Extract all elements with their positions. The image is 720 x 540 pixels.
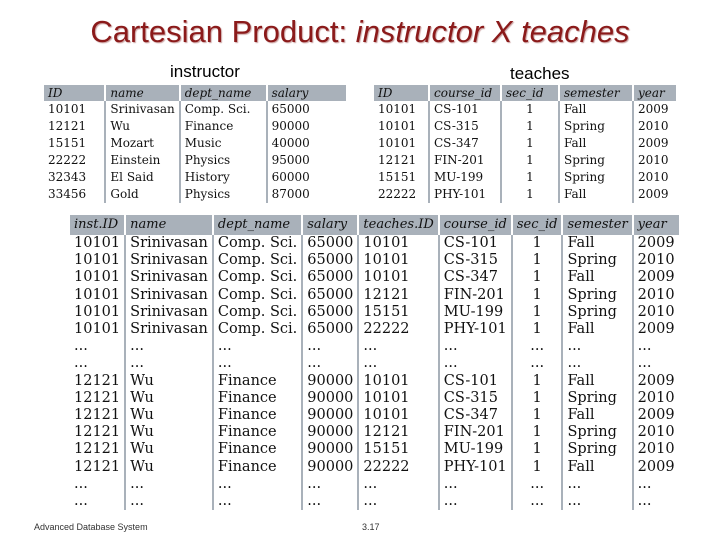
table-row bbox=[70, 269, 679, 286]
table-cell: 65000 bbox=[303, 287, 359, 304]
table-cell: ... bbox=[359, 476, 439, 493]
table-cell: Srinivasan bbox=[126, 304, 214, 321]
table-cell: 22222 bbox=[359, 459, 439, 476]
table-cell: 1 bbox=[513, 287, 564, 304]
table-cell: 10101 bbox=[374, 135, 430, 152]
table-cell: 10101 bbox=[70, 269, 126, 286]
table-cell: Spring bbox=[563, 252, 633, 269]
table-cell: 2009 bbox=[637, 372, 675, 389]
table-cell: ... bbox=[513, 476, 564, 493]
table-cell: 10101 bbox=[359, 390, 439, 407]
table-cell: MU-199 bbox=[440, 441, 513, 458]
teaches-caption: teaches bbox=[510, 64, 570, 83]
table-cell: 12121 bbox=[359, 424, 439, 441]
table-cell: El Said bbox=[106, 169, 180, 186]
table-cell: Comp. Sci. bbox=[214, 321, 303, 338]
table-cell: 10101 bbox=[359, 269, 439, 286]
table-cell: ... bbox=[214, 355, 303, 372]
table-row bbox=[44, 169, 346, 186]
table-cell: 10101 bbox=[374, 101, 430, 118]
table-cell: Physics bbox=[181, 186, 268, 203]
table-row bbox=[44, 135, 346, 152]
column-header: inst.ID bbox=[70, 215, 126, 235]
table-cell: 12121 bbox=[70, 424, 126, 441]
table-cell: Fall bbox=[563, 407, 633, 424]
table-cell: ... bbox=[563, 493, 633, 510]
column-header: name bbox=[106, 85, 180, 101]
table-cell: Wu bbox=[126, 424, 214, 441]
table-cell: PHY-101 bbox=[440, 459, 513, 476]
table-row bbox=[44, 101, 346, 118]
table-cell: 60000 bbox=[271, 170, 310, 184]
table-cell: 33456 bbox=[44, 186, 106, 203]
column-header: dept_name bbox=[181, 85, 268, 101]
table-row bbox=[70, 355, 679, 372]
table-cell: 2010 bbox=[637, 303, 675, 320]
product-table bbox=[70, 215, 679, 510]
table-cell: Comp. Sci. bbox=[214, 304, 303, 321]
table-cell: History bbox=[181, 169, 268, 186]
table-cell: 10101 bbox=[359, 235, 439, 252]
instructor-header-row bbox=[44, 85, 346, 101]
table-cell: 10101 bbox=[70, 304, 126, 321]
table-cell: 12121 bbox=[374, 152, 430, 169]
table-cell: 90000 bbox=[303, 407, 359, 424]
table-cell: Finance bbox=[214, 407, 303, 424]
instructor-table bbox=[44, 85, 346, 203]
table-cell: Fall bbox=[563, 235, 633, 252]
table-cell: CS-315 bbox=[430, 118, 502, 135]
table-cell: 1 bbox=[502, 169, 560, 186]
table-cell: Fall bbox=[563, 269, 633, 286]
table-row bbox=[70, 424, 679, 441]
table-cell: ... bbox=[303, 338, 359, 355]
table-row bbox=[70, 390, 679, 407]
table-cell: 1 bbox=[513, 441, 564, 458]
table-cell: 1 bbox=[502, 186, 560, 203]
footer-course: Advanced Database System bbox=[34, 522, 148, 532]
table-cell: 87000 bbox=[271, 187, 310, 201]
table-row bbox=[70, 321, 679, 338]
column-header: sec_id bbox=[502, 85, 560, 101]
table-cell: ... bbox=[70, 493, 126, 510]
table-cell: 90000 bbox=[303, 424, 359, 441]
table-cell: Einstein bbox=[106, 152, 180, 169]
table-cell: CS-315 bbox=[440, 252, 513, 269]
table-cell: 1 bbox=[502, 118, 560, 135]
table-cell: 40000 bbox=[271, 136, 310, 150]
table-cell: ... bbox=[513, 355, 564, 372]
table-cell: Finance bbox=[214, 459, 303, 476]
table-cell: 1 bbox=[513, 424, 564, 441]
table-cell: 65000 bbox=[303, 304, 359, 321]
column-header: semester bbox=[560, 85, 634, 101]
table-cell: Finance bbox=[181, 118, 268, 135]
cartesian-product-relation bbox=[70, 212, 675, 525]
table-cell: ... bbox=[563, 338, 633, 355]
table-cell: 2009 bbox=[638, 136, 669, 150]
table-row bbox=[44, 118, 346, 135]
table-cell: 2009 bbox=[637, 269, 675, 286]
instructor-caption: instructor bbox=[170, 62, 240, 81]
column-header: ID bbox=[374, 85, 430, 101]
table-cell: 12121 bbox=[70, 459, 126, 476]
column-header: ID bbox=[44, 85, 106, 101]
table-row bbox=[70, 373, 679, 390]
table-cell: ... bbox=[637, 493, 652, 510]
title-italic: instructor X teaches bbox=[355, 14, 630, 49]
table-row bbox=[70, 493, 679, 510]
table-cell: Srinivasan bbox=[126, 269, 214, 286]
table-cell: 12121 bbox=[70, 407, 126, 424]
product-header-row bbox=[70, 215, 679, 235]
table-cell: CS-347 bbox=[440, 407, 513, 424]
column-header: teaches.ID bbox=[359, 215, 439, 235]
table-cell: Comp. Sci. bbox=[214, 235, 303, 252]
table-cell: CS-347 bbox=[430, 135, 502, 152]
table-cell: Fall bbox=[563, 321, 633, 338]
table-cell: FIN-201 bbox=[440, 424, 513, 441]
table-row bbox=[374, 152, 676, 169]
table-cell: 1 bbox=[513, 459, 564, 476]
table-cell: Srinivasan bbox=[126, 252, 214, 269]
table-cell: Spring bbox=[563, 287, 633, 304]
table-cell: ... bbox=[359, 493, 439, 510]
table-cell: Spring bbox=[563, 390, 633, 407]
table-cell: ... bbox=[440, 355, 513, 372]
table-cell: 10101 bbox=[70, 287, 126, 304]
table-cell: CS-101 bbox=[430, 101, 502, 118]
table-cell: 2010 bbox=[637, 441, 675, 458]
table-cell: Comp. Sci. bbox=[214, 287, 303, 304]
table-cell: 12121 bbox=[359, 287, 439, 304]
column-header: course_id bbox=[430, 85, 502, 101]
table-cell: ... bbox=[637, 338, 652, 355]
table-cell: 1 bbox=[502, 101, 560, 118]
table-cell: 12121 bbox=[44, 118, 106, 135]
column-header: dept_name bbox=[214, 215, 303, 235]
table-cell: ... bbox=[440, 338, 513, 355]
table-cell: Wu bbox=[106, 118, 180, 135]
table-cell: Wu bbox=[126, 407, 214, 424]
footer-page-number: 3.17 bbox=[362, 522, 380, 532]
table-cell: 2009 bbox=[637, 407, 675, 424]
table-cell: 22222 bbox=[44, 152, 106, 169]
table-cell: Finance bbox=[214, 424, 303, 441]
table-cell: 90000 bbox=[271, 119, 310, 133]
table-cell: 65000 bbox=[303, 252, 359, 269]
table-cell: Physics bbox=[181, 152, 268, 169]
table-cell: Wu bbox=[126, 459, 214, 476]
table-cell: Wu bbox=[126, 390, 214, 407]
table-cell: ... bbox=[70, 338, 126, 355]
column-header: year bbox=[634, 85, 676, 101]
table-cell: 2010 bbox=[638, 119, 669, 133]
column-header: salary bbox=[268, 85, 346, 101]
table-cell: 2010 bbox=[637, 424, 675, 441]
table-cell: 1 bbox=[513, 390, 564, 407]
table-cell: Srinivasan bbox=[126, 287, 214, 304]
table-cell: ... bbox=[359, 338, 439, 355]
table-cell: 2009 bbox=[637, 235, 675, 251]
table-row bbox=[70, 235, 679, 252]
table-row bbox=[374, 135, 676, 152]
table-row bbox=[70, 287, 679, 304]
table-cell: ... bbox=[303, 355, 359, 372]
table-cell: Finance bbox=[214, 441, 303, 458]
table-cell: 1 bbox=[513, 304, 564, 321]
table-cell: PHY-101 bbox=[430, 186, 502, 203]
table-cell: 1 bbox=[513, 407, 564, 424]
table-cell: Fall bbox=[563, 373, 633, 390]
table-cell: Mozart bbox=[106, 135, 180, 152]
table-cell: 2009 bbox=[637, 321, 675, 338]
table-row bbox=[374, 118, 676, 135]
table-cell: 95000 bbox=[271, 153, 310, 167]
table-cell: 12121 bbox=[70, 441, 126, 458]
table-cell: 10101 bbox=[359, 407, 439, 424]
table-cell: Gold bbox=[106, 186, 180, 203]
column-header: name bbox=[126, 215, 214, 235]
table-cell: CS-347 bbox=[440, 269, 513, 286]
table-cell: ... bbox=[440, 476, 513, 493]
table-cell: CS-315 bbox=[440, 390, 513, 407]
table-cell: ... bbox=[70, 476, 126, 493]
table-row bbox=[374, 186, 676, 203]
table-cell: ... bbox=[513, 338, 564, 355]
table-cell: Wu bbox=[126, 373, 214, 390]
table-cell: Fall bbox=[563, 459, 633, 476]
column-header: course_id bbox=[440, 215, 513, 235]
table-cell: 22222 bbox=[359, 321, 439, 338]
table-cell: Srinivasan bbox=[106, 101, 180, 118]
table-cell: ... bbox=[359, 355, 439, 372]
column-header: sec_id bbox=[513, 215, 564, 235]
table-cell: ... bbox=[214, 476, 303, 493]
table-cell: 1 bbox=[513, 252, 564, 269]
table-row bbox=[70, 441, 679, 458]
table-cell: ... bbox=[637, 475, 652, 492]
table-row bbox=[70, 407, 679, 424]
table-cell: 2010 bbox=[637, 389, 675, 406]
table-cell: ... bbox=[513, 493, 564, 510]
table-row bbox=[70, 252, 679, 269]
table-cell: 2010 bbox=[637, 286, 675, 303]
table-cell: Spring bbox=[560, 169, 634, 186]
table-cell: ... bbox=[126, 338, 214, 355]
table-cell: 10101 bbox=[359, 252, 439, 269]
table-cell: 10101 bbox=[374, 118, 430, 135]
table-row bbox=[70, 338, 679, 355]
table-cell: 32343 bbox=[44, 169, 106, 186]
table-cell: Spring bbox=[563, 304, 633, 321]
table-cell: 10101 bbox=[359, 373, 439, 390]
table-cell: 10101 bbox=[70, 235, 126, 252]
table-cell: Comp. Sci. bbox=[214, 252, 303, 269]
table-cell: 1 bbox=[502, 152, 560, 169]
table-cell: 90000 bbox=[303, 459, 359, 476]
table-cell: 1 bbox=[513, 321, 564, 338]
table-cell: PHY-101 bbox=[440, 321, 513, 338]
table-cell: 2010 bbox=[638, 153, 669, 167]
table-cell: ... bbox=[303, 476, 359, 493]
table-cell: 10101 bbox=[44, 101, 106, 118]
table-cell: 90000 bbox=[303, 373, 359, 390]
column-header: salary bbox=[303, 215, 359, 235]
table-cell: ... bbox=[126, 355, 214, 372]
table-cell: ... bbox=[214, 493, 303, 510]
table-cell: 15151 bbox=[359, 441, 439, 458]
table-cell: ... bbox=[637, 355, 652, 372]
table-cell: MU-199 bbox=[440, 304, 513, 321]
table-cell: 90000 bbox=[303, 390, 359, 407]
column-header: year bbox=[634, 215, 679, 235]
table-cell: Music bbox=[181, 135, 268, 152]
table-cell: ... bbox=[563, 476, 633, 493]
table-cell: 12121 bbox=[70, 373, 126, 390]
table-cell: 1 bbox=[502, 135, 560, 152]
table-cell: 90000 bbox=[303, 441, 359, 458]
table-cell: 2010 bbox=[637, 252, 675, 269]
teaches-header-row bbox=[374, 85, 676, 101]
table-cell: Spring bbox=[563, 424, 633, 441]
column-header: semester bbox=[563, 215, 633, 235]
table-cell: 65000 bbox=[271, 102, 310, 116]
table-cell: ... bbox=[126, 493, 214, 510]
table-cell: Srinivasan bbox=[126, 321, 214, 338]
table-cell: MU-199 bbox=[430, 169, 502, 186]
table-cell: CS-101 bbox=[440, 235, 513, 252]
table-cell: 15151 bbox=[359, 304, 439, 321]
title-main: Cartesian Product: bbox=[90, 14, 356, 49]
table-cell: Fall bbox=[560, 186, 634, 203]
table-cell: 2009 bbox=[638, 102, 669, 116]
table-cell: ... bbox=[303, 493, 359, 510]
table-cell: 15151 bbox=[44, 135, 106, 152]
table-cell: 10101 bbox=[70, 252, 126, 269]
table-cell: Spring bbox=[563, 441, 633, 458]
table-cell: Srinivasan bbox=[126, 235, 214, 252]
table-cell: Comp. Sci. bbox=[214, 269, 303, 286]
table-cell: ... bbox=[563, 355, 633, 372]
table-cell: Fall bbox=[560, 101, 634, 118]
table-cell: Finance bbox=[214, 390, 303, 407]
teaches-table bbox=[374, 85, 676, 203]
table-cell: 65000 bbox=[303, 321, 359, 338]
table-row bbox=[70, 304, 679, 321]
table-cell: ... bbox=[70, 355, 126, 372]
table-cell: Spring bbox=[560, 152, 634, 169]
table-row bbox=[70, 476, 679, 493]
table-row bbox=[70, 459, 679, 476]
table-cell: Wu bbox=[126, 441, 214, 458]
teaches-relation bbox=[374, 85, 676, 205]
table-cell: FIN-201 bbox=[430, 152, 502, 169]
table-cell: 65000 bbox=[303, 269, 359, 286]
instructor-relation bbox=[44, 85, 346, 201]
table-cell: Fall bbox=[560, 135, 634, 152]
table-cell: 22222 bbox=[374, 186, 430, 203]
table-cell: CS-101 bbox=[440, 373, 513, 390]
table-cell: 1 bbox=[513, 269, 564, 286]
table-cell: ... bbox=[126, 476, 214, 493]
table-cell: 65000 bbox=[303, 235, 359, 252]
table-cell: 1 bbox=[513, 373, 564, 390]
table-row bbox=[44, 186, 346, 203]
table-cell: 15151 bbox=[374, 169, 430, 186]
table-row bbox=[374, 169, 676, 186]
table-cell: 12121 bbox=[70, 390, 126, 407]
table-cell: Finance bbox=[214, 373, 303, 390]
table-cell: Spring bbox=[560, 118, 634, 135]
table-row bbox=[44, 152, 346, 169]
slide-title bbox=[0, 14, 720, 50]
table-cell: 2009 bbox=[637, 458, 675, 475]
table-cell: 2009 bbox=[638, 187, 669, 201]
table-cell: FIN-201 bbox=[440, 287, 513, 304]
table-cell: 10101 bbox=[70, 321, 126, 338]
table-cell: 2010 bbox=[638, 170, 669, 184]
table-cell: ... bbox=[440, 493, 513, 510]
table-row bbox=[374, 101, 676, 118]
table-cell: 1 bbox=[513, 235, 564, 252]
table-cell: Comp. Sci. bbox=[181, 101, 268, 118]
table-cell: ... bbox=[214, 338, 303, 355]
